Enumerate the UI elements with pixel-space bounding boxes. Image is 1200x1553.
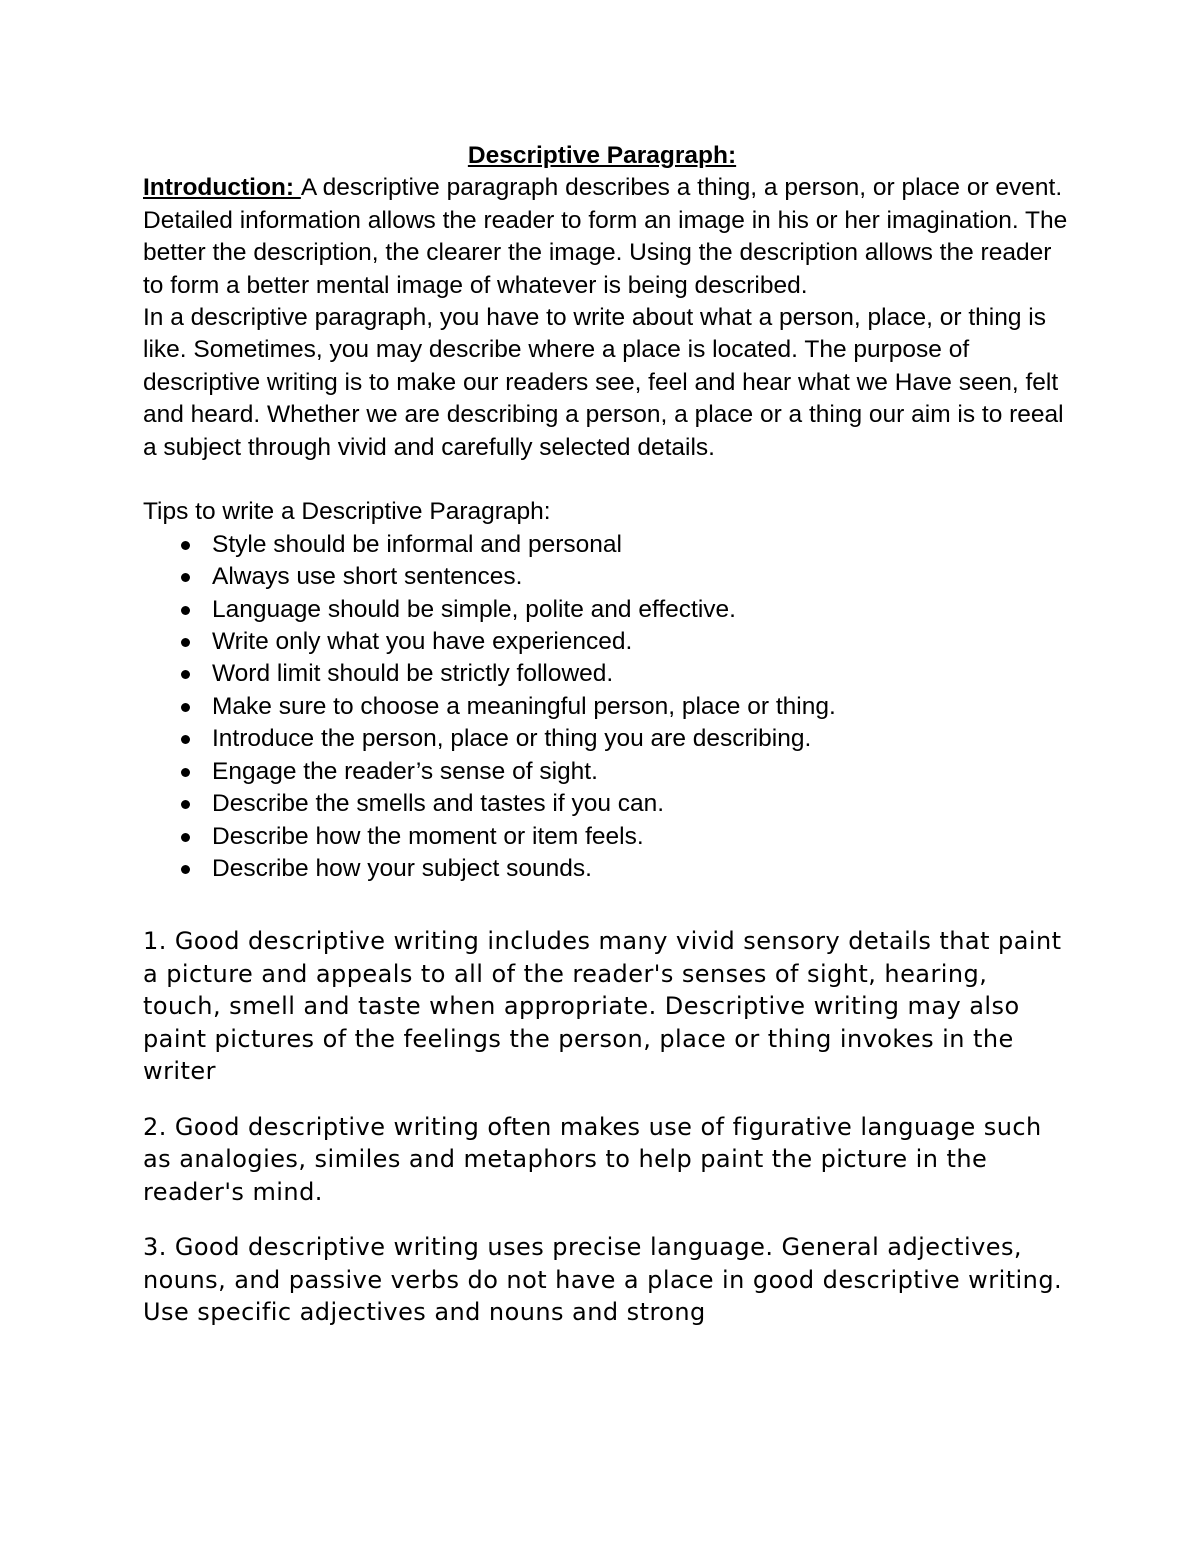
bullet-icon xyxy=(181,606,190,615)
bullet-icon xyxy=(181,541,190,550)
numbered-point-2: 2. Good descriptive writing often makes use of figurative language such as analogies, similes and metaphors to help paint the picture in the reader's mind. xyxy=(143,1112,1042,1206)
numbered-point-3: 3. Good descriptive writing uses precise language. General adjectives, nouns, and passive verbs do not have a place in good descriptive writing. Use specific adjectives and nouns and strong xyxy=(143,1233,1063,1327)
tip-text: Describe how the moment or item feels. xyxy=(212,822,644,850)
tip-text: Introduce the person, place or thing you are describing. xyxy=(212,725,812,753)
spacer xyxy=(143,1088,1073,1111)
intro-label: Introduction: xyxy=(143,174,301,202)
list-item xyxy=(143,723,1073,755)
list-item xyxy=(143,626,1073,658)
tip-text: Describe how your subject sounds. xyxy=(212,854,592,882)
list-item xyxy=(143,821,1073,853)
tips-heading: Tips to write a Descriptive Paragraph: xyxy=(143,498,551,526)
bullet-icon xyxy=(181,833,190,842)
tip-text: Write only what you have experienced. xyxy=(212,628,633,656)
bullet-icon xyxy=(181,703,190,712)
tip-text: Language should be simple, polite and effective. xyxy=(212,595,736,623)
bullet-icon xyxy=(181,768,190,777)
bullet-icon xyxy=(181,800,190,809)
bullet-icon xyxy=(181,865,190,874)
intro-paragraph xyxy=(143,172,1073,302)
bullet-icon xyxy=(181,573,190,582)
list-item xyxy=(143,853,1073,885)
tip-text: Make sure to choose a meaningful person, place or thing. xyxy=(212,692,836,720)
tip-text: Word limit should be strictly followed. xyxy=(212,660,614,688)
list-item xyxy=(143,658,1073,690)
spacer xyxy=(143,1208,1073,1231)
spacer xyxy=(143,885,1073,925)
spacer xyxy=(143,464,1073,496)
document-page xyxy=(143,140,1073,1329)
intro-text: A descriptive paragraph describes a thing, a person, or place or event. Detailed information allows the reader to form an image in his or her imagination. The better the description, the clearer the image. Using the description allows the reader to form a better mental image of whatever is being described. xyxy=(143,174,1068,299)
list-item xyxy=(143,561,1073,593)
bullet-icon xyxy=(181,638,190,647)
tip-text: Describe the smells and tastes if you can. xyxy=(212,790,665,818)
list-item xyxy=(143,788,1073,820)
tips-list xyxy=(143,529,1073,885)
bullet-icon xyxy=(181,670,190,679)
tip-text: Style should be informal and personal xyxy=(212,530,622,558)
list-item xyxy=(143,756,1073,788)
list-item xyxy=(143,594,1073,626)
document-title: Descriptive Paragraph: xyxy=(467,142,737,169)
body-paragraph: In a descriptive paragraph, you have to write about what a person, place, or thing is like. Sometimes, you may describe where a place is located. The purpose of descriptive writing is to make our readers see, feel and hear what we Have seen, felt and heard. Whether we are describing a person, a place or a thing our aim is to reeal a subject through vivid and carefully selected details. xyxy=(143,304,1064,461)
list-item xyxy=(143,529,1073,561)
tip-text: Always use short sentences. xyxy=(212,563,523,591)
bullet-icon xyxy=(181,735,190,744)
tip-text: Engage the reader’s sense of sight. xyxy=(212,757,598,785)
list-item xyxy=(143,691,1073,723)
numbered-point-1: 1. Good descriptive writing includes many vivid sensory details that paint a picture and appeals to all of the reader's senses of sight, hearing, touch, smell and taste when appropriate. Descriptive writing may also paint pictures of the feelings the person, place or thing invokes in the writer xyxy=(143,927,1062,1086)
